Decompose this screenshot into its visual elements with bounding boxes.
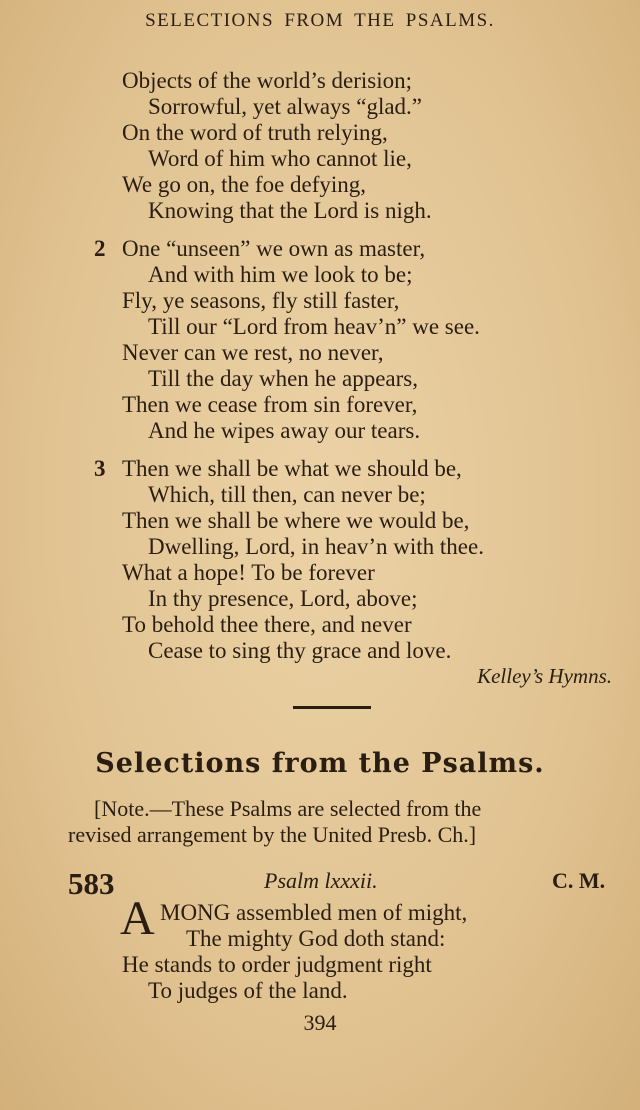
section-title: Selections from the Psalms. [95, 748, 545, 779]
section-divider [293, 706, 371, 709]
verse-line: And with him we look to be; [148, 262, 413, 287]
verse-line: And he wipes away our tears. [148, 418, 421, 443]
verse-line: He stands to order judgment right [122, 952, 432, 977]
verse-line: What a hope! To be forever [122, 560, 375, 585]
verse-line: Which, till then, can never be; [148, 482, 426, 507]
verse-line: We go on, the foe defying, [122, 172, 367, 197]
verse-line: To judges of the land. [148, 978, 348, 1003]
verse-number: 2 [94, 236, 106, 261]
verse-line: Objects of the world’s derision; [122, 68, 413, 93]
verse-line: Never can we rest, no never, [122, 340, 384, 365]
verse-line: Till our “Lord from heav’n” we see. [148, 314, 480, 339]
editorial-note-line: revised arrangement by the United Presb. Ch.] [68, 822, 477, 847]
verse-line: MONG assembled men of might, [160, 900, 468, 925]
verse-line: To behold thee there, and never [122, 612, 412, 637]
editorial-note-line: [Note.—These Psalms are selected from the [94, 796, 482, 821]
verse-line: Knowing that the Lord is nigh. [148, 198, 432, 223]
hymn-attribution: Kelley’s Hymns. [477, 664, 612, 688]
verse-number: 3 [94, 456, 106, 481]
verse-line: The mighty God doth stand: [186, 926, 446, 951]
verse-line: Fly, ye seasons, fly still faster, [122, 288, 400, 313]
running-head: SELECTIONS FROM THE PSALMS. [145, 10, 495, 31]
verse-line: Sorrowful, yet always “glad.” [148, 94, 423, 119]
verse-line: Then we shall be where we would be, [122, 508, 470, 533]
verse-line: Word of him who cannot lie, [148, 146, 412, 171]
hymn-meter: C. M. [552, 868, 606, 893]
verse-line: On the word of truth relying, [122, 120, 388, 145]
verse-line: Then we shall be what we should be, [122, 456, 462, 481]
verse-line: Dwelling, Lord, in heav’n with thee. [148, 534, 484, 559]
psalm-source: Psalm lxxxii. [264, 868, 378, 893]
verse-line: Till the day when he appears, [148, 366, 418, 391]
verse-line: One “unseen” we own as master, [122, 236, 426, 261]
verse-line: Then we cease from sin forever, [122, 392, 418, 417]
verse-line: In thy presence, Lord, above; [148, 586, 418, 611]
verse-line: Cease to sing thy grace and love. [148, 638, 452, 663]
drop-cap: A [120, 892, 155, 945]
page-number: 394 [303, 1010, 337, 1035]
hymn-number: 583 [68, 866, 115, 901]
